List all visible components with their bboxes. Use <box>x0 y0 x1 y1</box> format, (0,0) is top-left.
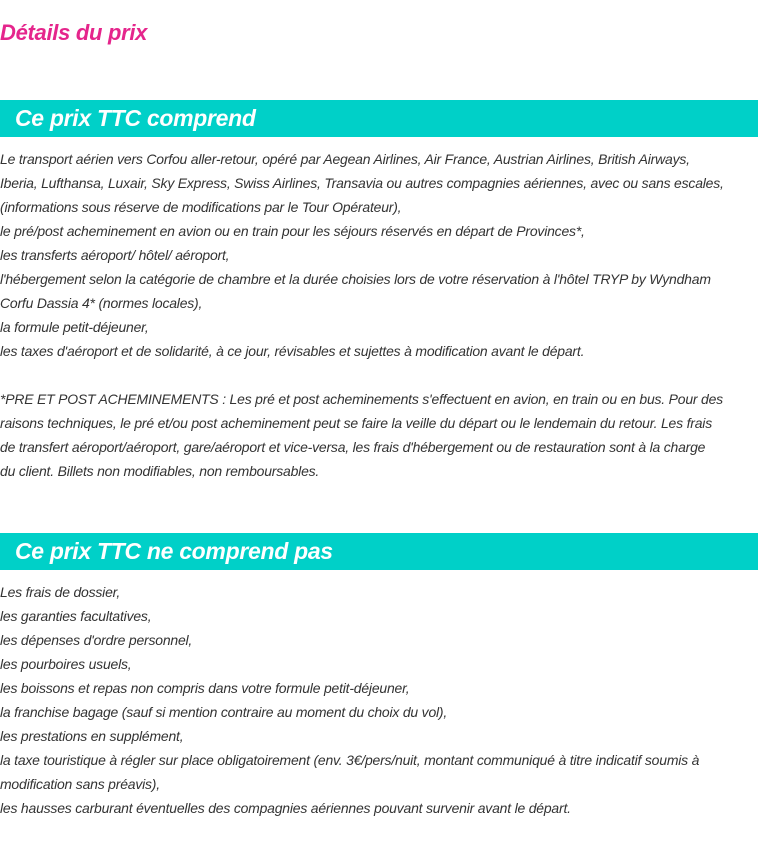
excluded-line: modification sans préavis), <box>0 776 160 792</box>
transfer-note-line: de transfert aéroport/aéroport, gare/aéroport et vice-versa, les frais d'hébergement ou de restauration sont à la charge <box>0 439 706 455</box>
included-line: les taxes d'aéroport et de solidarité, à ce jour, révisables et sujettes à modification avant le départ. <box>0 343 585 359</box>
included-line: le pré/post acheminement en avion ou en train pour les séjours réservés en départ de Provinces*, <box>0 223 585 239</box>
included-line: les transferts aéroport/ hôtel/ aéroport, <box>0 247 230 263</box>
excluded-list <box>0 580 758 820</box>
excluded-line: la taxe touristique à régler sur place obligatoirement (env. 3€/pers/nuit, montant communiqué à titre indicatif soumis à <box>0 752 700 768</box>
included-line: la formule petit-déjeuner, <box>0 319 149 335</box>
transfer-note-line: du client. Billets non modifiables, non remboursables. <box>0 463 320 479</box>
spacer <box>0 363 758 387</box>
excluded-section-header <box>0 533 758 570</box>
included-line: l'hébergement selon la catégorie de chambre et la durée choisies lors de votre réservation à l'hôtel TRYP by Wyndham <box>0 271 711 287</box>
included-line: Corfu Dassia 4* (normes locales), <box>0 295 203 311</box>
excluded-line: les dépenses d'ordre personnel, <box>0 632 193 648</box>
included-line: Iberia, Lufthansa, Luxair, Sky Express, Swiss Airlines, Transavia ou autres compagnies aériennes, avec ou sans escales, <box>0 175 724 191</box>
excluded-heading: Ce prix TTC ne comprend pas <box>15 538 333 564</box>
included-section-header <box>0 100 758 137</box>
excluded-line: les pourboires usuels, <box>0 656 132 672</box>
included-heading: Ce prix TTC comprend <box>15 105 256 131</box>
excluded-line: les garanties facultatives, <box>0 608 152 624</box>
excluded-line: Les frais de dossier, <box>0 584 120 600</box>
page-title: Détails du prix <box>0 20 148 45</box>
included-list <box>0 147 758 483</box>
transfer-note-line: *PRE ET POST ACHEMINEMENTS : Les pré et post acheminements s'effectuent en avion, en train ou en bus. Pour des <box>0 391 723 407</box>
excluded-line: les hausses carburant éventuelles des compagnies aériennes pouvant survenir avant le départ. <box>0 800 571 816</box>
included-line: Le transport aérien vers Corfou aller-retour, opéré par Aegean Airlines, Air France, Austrian Airlines, British Airways, <box>0 151 690 167</box>
transfer-note-line: raisons techniques, le pré et/ou post acheminement peut se faire la veille du départ ou le lendemain du retour. Les frais <box>0 415 712 431</box>
excluded-line: la franchise bagage (sauf si mention contraire au moment du choix du vol), <box>0 704 448 720</box>
included-line: (informations sous réserve de modifications par le Tour Opérateur), <box>0 199 402 215</box>
excluded-line: les prestations en supplément, <box>0 728 184 744</box>
excluded-line: les boissons et repas non compris dans votre formule petit-déjeuner, <box>0 680 410 696</box>
